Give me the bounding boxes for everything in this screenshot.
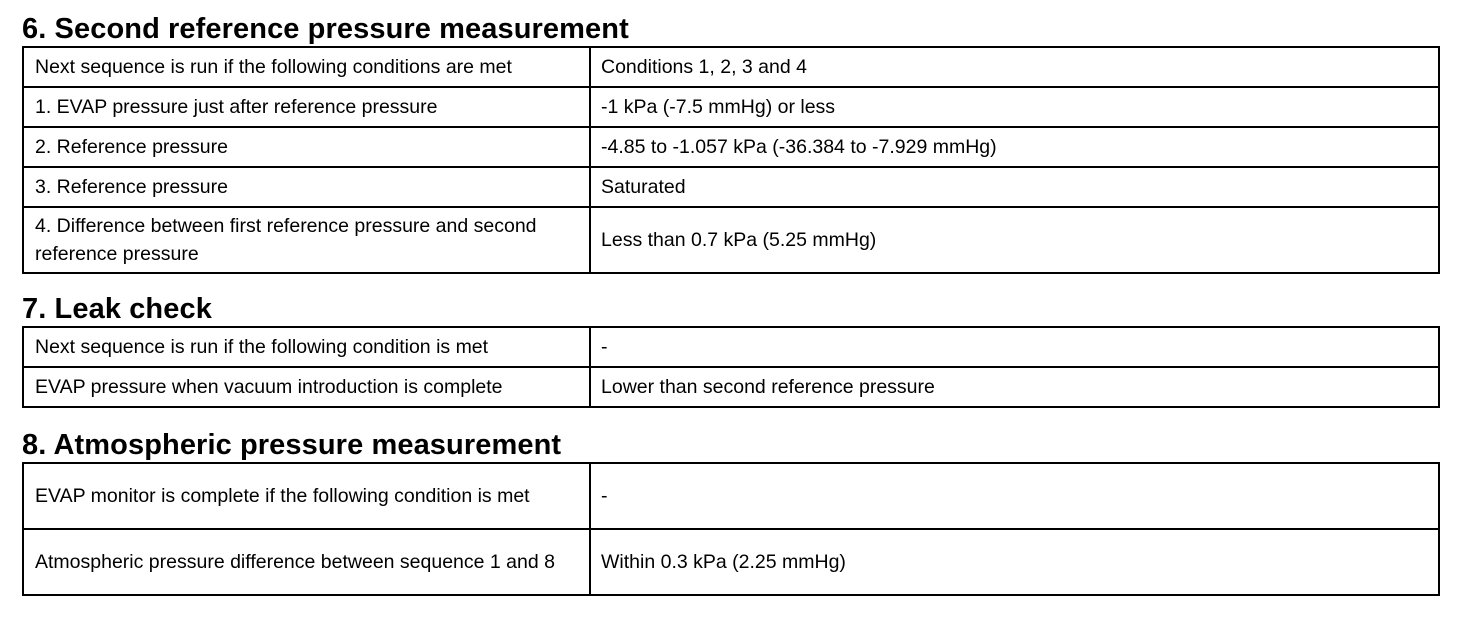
section-second-reference-pressure <box>22 12 1440 274</box>
section-leak-check <box>22 292 1440 408</box>
table-row <box>23 327 1439 367</box>
value-cell: Less than 0.7 kPa (5.25 mmHg) <box>590 207 1439 273</box>
value-cell: Lower than second reference pressure <box>590 367 1439 407</box>
value-cell: -1 kPa (-7.5 mmHg) or less <box>590 87 1439 127</box>
condition-cell: 3. Reference pressure <box>23 167 590 207</box>
conditions-table <box>22 326 1440 408</box>
conditions-table <box>22 462 1440 596</box>
condition-cell: Next sequence is run if the following conditions are met <box>23 47 590 87</box>
section-title: 8. Atmospheric pressure measurement <box>22 429 562 461</box>
table-row <box>23 167 1439 207</box>
value-cell: Within 0.3 kPa (2.25 mmHg) <box>590 529 1439 595</box>
value-cell: Saturated <box>590 167 1439 207</box>
value-cell: - <box>590 327 1439 367</box>
table-row <box>23 463 1439 529</box>
value-cell: - <box>590 463 1439 529</box>
table-row <box>23 127 1439 167</box>
condition-cell: EVAP pressure when vacuum introduction is complete <box>23 367 590 407</box>
condition-cell: 4. Difference between first reference pressure and second reference pressure <box>23 207 590 273</box>
condition-cell: Atmospheric pressure difference between sequence 1 and 8 <box>23 529 590 595</box>
value-cell: -4.85 to -1.057 kPa (-36.384 to -7.929 mmHg) <box>590 127 1439 167</box>
table-row <box>23 207 1439 273</box>
table-row <box>23 529 1439 595</box>
section-atmospheric-pressure <box>22 428 1440 596</box>
section-title: 7. Leak check <box>22 293 212 325</box>
table-row <box>23 367 1439 407</box>
condition-cell: EVAP monitor is complete if the following condition is met <box>23 463 590 529</box>
condition-cell: Next sequence is run if the following condition is met <box>23 327 590 367</box>
conditions-table <box>22 46 1440 274</box>
section-title: 6. Second reference pressure measurement <box>22 13 629 45</box>
table-row <box>23 87 1439 127</box>
condition-cell: 2. Reference pressure <box>23 127 590 167</box>
condition-cell: 1. EVAP pressure just after reference pressure <box>23 87 590 127</box>
value-cell: Conditions 1, 2, 3 and 4 <box>590 47 1439 87</box>
table-row <box>23 47 1439 87</box>
